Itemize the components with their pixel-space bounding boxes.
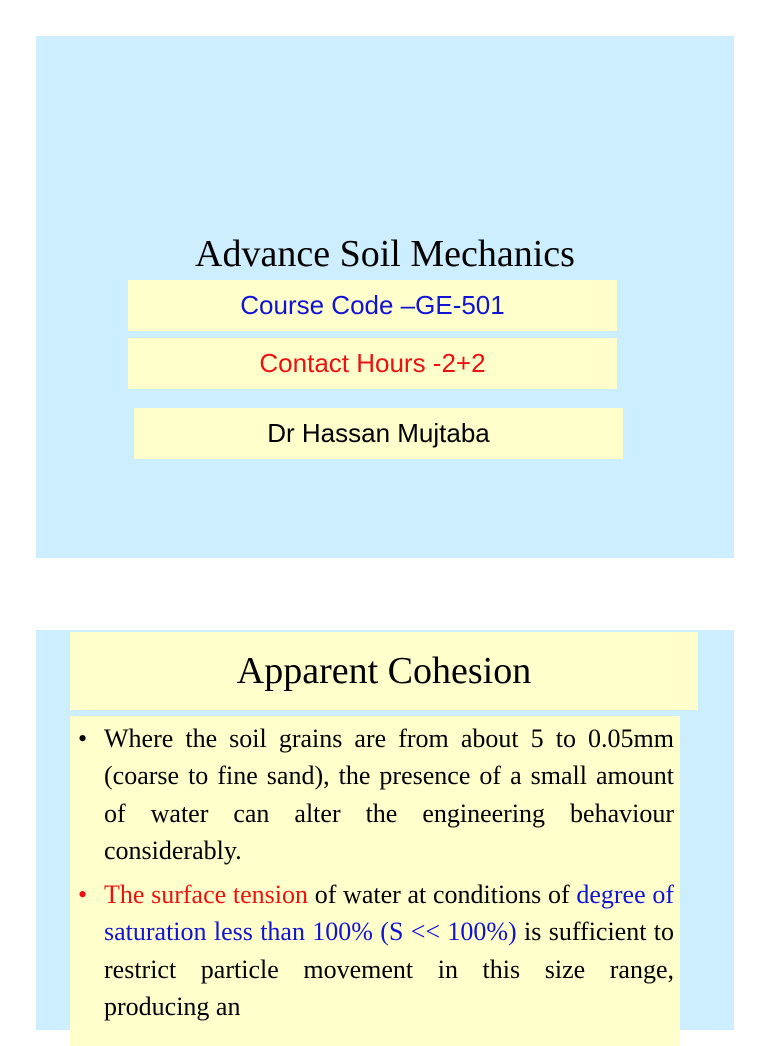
bullet-item <box>78 720 674 869</box>
contact-hours-text: Contact Hours -2+2 <box>259 348 486 378</box>
slide-1 <box>36 36 734 558</box>
slide-body <box>70 716 680 1046</box>
plain-text: is sufficient to restrict particle movement in this size range, producing an <box>104 917 675 1021</box>
slide-2 <box>36 630 734 1030</box>
plain-text: of water at conditions of <box>308 880 577 909</box>
course-code-box <box>128 280 617 331</box>
bullet-dot-icon: • <box>78 724 88 753</box>
bullet-text: Where the soil grains are from about 5 to 0.05mm (coarse to fine sand), the presence of a small amount of water can alter the engineering behaviour considerably. <box>104 724 674 865</box>
bullet-dot-icon: • <box>78 880 88 909</box>
slide-title: Apparent Cohesion <box>236 650 532 692</box>
highlight-blue-text: degree of saturation less than 100% (S << 100%) <box>104 880 674 947</box>
slide-title-box <box>70 632 698 710</box>
highlight-red-text: The surface tension <box>104 880 308 909</box>
bullet-text <box>104 876 674 1025</box>
author-box <box>134 408 623 459</box>
slide-title: Advance Soil Mechanics <box>195 233 575 275</box>
bullet-item <box>78 876 674 1025</box>
course-code-text: Course Code –GE-501 <box>240 290 505 320</box>
contact-hours-box <box>128 338 617 389</box>
author-text: Dr Hassan Mujtaba <box>267 418 490 448</box>
